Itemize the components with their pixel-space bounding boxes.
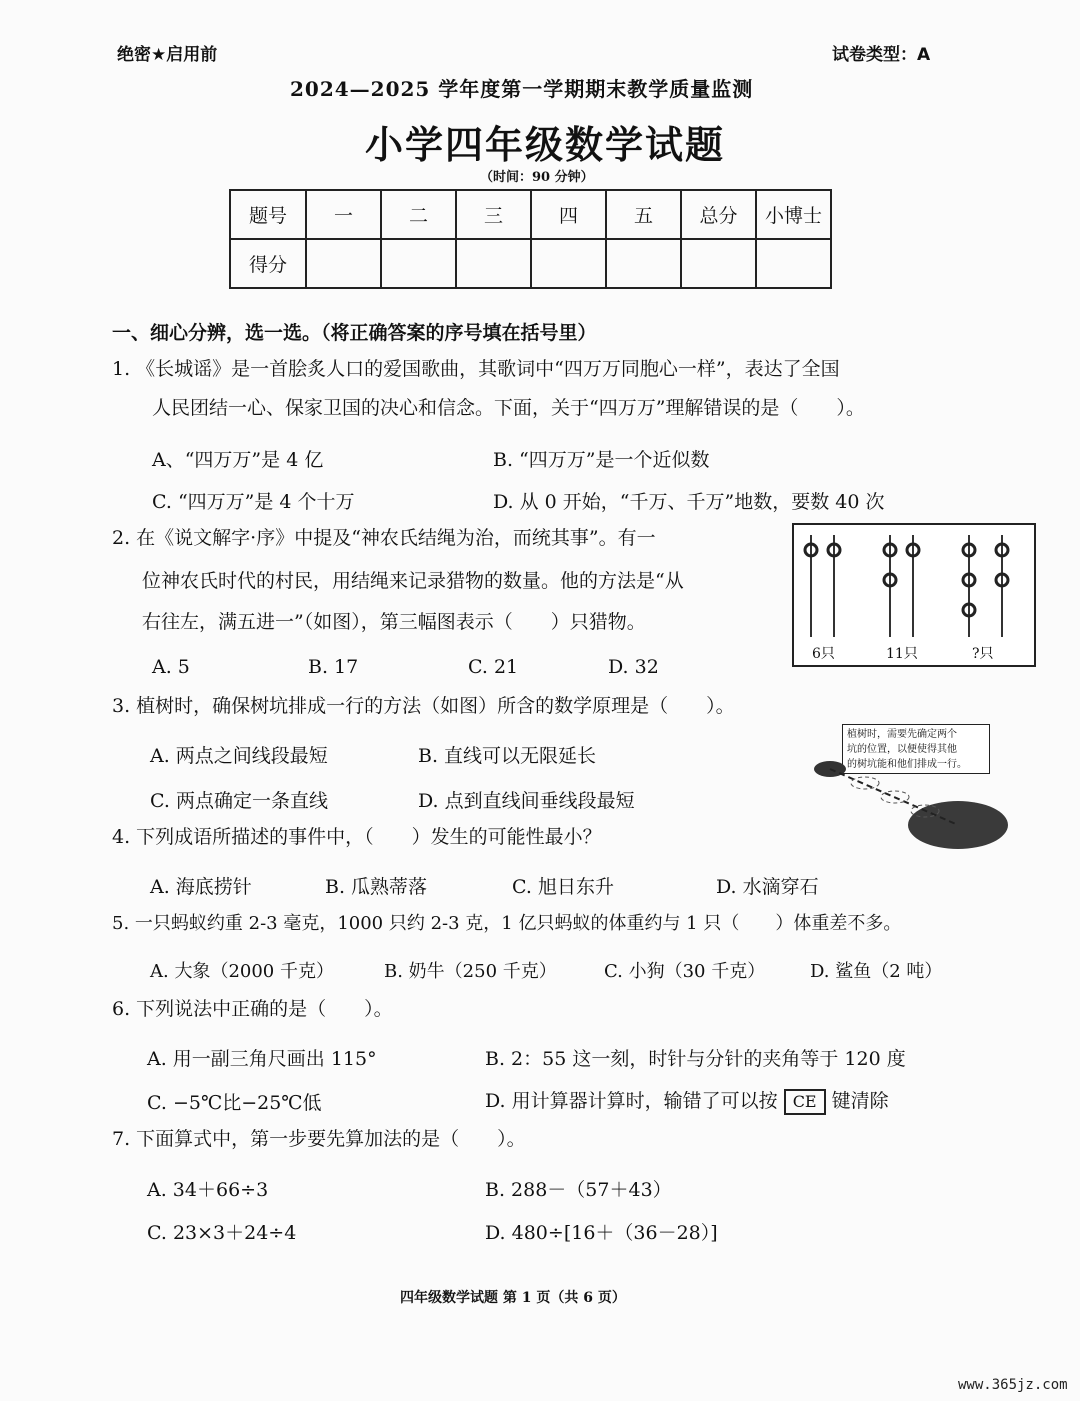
score-entry-cell[interactable]: [381, 239, 456, 288]
q1-stem-line2: 人民团结一心、保家卫国的决心和信念。下面，关于“四万万”理解错误的是（ ）。: [152, 397, 865, 419]
score-cell-header: 总分: [681, 190, 756, 239]
confidential-label: 绝密★启用前: [117, 45, 218, 65]
q7-option-b: B. 288－（57＋43）: [485, 1179, 672, 1201]
score-cell-header: 一: [306, 190, 381, 239]
knot-label-2: 11只: [886, 646, 918, 662]
knot-rope-figure: [792, 523, 1036, 667]
score-cell-label: 题号: [230, 190, 306, 239]
q1-option-d: D. 从 0 开始，“千万、千万”地数，要数 40 次: [493, 491, 885, 513]
q6-option-b: B. 2：55 这一刻，时针与分针的夹角等于 120 度: [485, 1048, 906, 1070]
q5-option-d: D. 鲨鱼（2 吨）: [810, 961, 943, 982]
score-cell-header: 四: [531, 190, 606, 239]
q3-option-b: B. 直线可以无限延长: [418, 745, 597, 767]
q1-option-a: A、“四万万”是 4 亿: [152, 449, 324, 471]
score-cell-header: 小博士: [756, 190, 831, 239]
q1-stem-line1: 1. 《长城谣》是一首脍炙人口的爱国歌曲，其歌词中“四万万同胞心一样”，表达了全国: [112, 358, 840, 380]
score-cell-header: 二: [381, 190, 456, 239]
q5-option-a: A. 大象（2000 千克）: [150, 961, 334, 982]
q5-option-c: C. 小狗（30 千克）: [604, 961, 766, 982]
q4-option-c: C. 旭日东升: [512, 876, 614, 898]
q4-stem-line1: 4. 下列成语所描述的事件中，（ ）发生的可能性最小？: [112, 826, 602, 848]
q6-option-c: C. −5℃比−25℃低: [147, 1092, 322, 1114]
note-line-3: 的树坑能和他们排成一行。: [847, 759, 967, 770]
q1-option-b: B. “四万万”是一个近似数: [493, 449, 710, 471]
tree-pit-figure: [800, 755, 1015, 865]
q4-option-a: A. 海底捞针: [150, 876, 252, 898]
score-entry-cell[interactable]: [306, 239, 381, 288]
ce-key-box: CE: [784, 1089, 826, 1115]
q6-stem-line1: 6. 下列说法中正确的是（ ）。: [112, 998, 393, 1020]
q7-option-d: D. 480÷[16＋（36－28）]: [485, 1222, 718, 1244]
q4-option-b: B. 瓜熟蒂落: [325, 876, 428, 898]
q3-option-c: C. 两点确定一条直线: [150, 790, 328, 812]
score-entry-cell[interactable]: [606, 239, 681, 288]
exam-title: 小学四年级数学试题: [365, 123, 726, 167]
score-cell-header: 五: [606, 190, 681, 239]
q2-option-b: B. 17: [308, 656, 359, 678]
q3-option-d: D. 点到直线间垂线段最短: [418, 790, 635, 812]
page-footer: 四年级数学试题 第 1 页（共 6 页）: [400, 1290, 626, 1306]
score-table: [229, 189, 832, 289]
q2-option-a: A. 5: [152, 656, 190, 678]
score-entry-cell[interactable]: [531, 239, 606, 288]
q5-stem-line1: 5. 一只蚂蚁约重 2-3 毫克，1000 只约 2-3 克，1 亿只蚂蚁的体重约与 1 只（ ）体重差不多。: [112, 913, 902, 934]
q6-option-d-text: D. 用计算器计算时，输错了可以按: [485, 1090, 778, 1112]
q7-option-a: A. 34＋66÷3: [147, 1179, 269, 1201]
knot-label-1: 6只: [812, 646, 835, 662]
q1-option-c: C. “四万万”是 4 个十万: [152, 491, 355, 513]
q5-option-b: B. 奶牛（250 千克）: [384, 961, 557, 982]
q6-option-d-text-end: 键清除: [831, 1090, 889, 1112]
q2-option-d: D. 32: [608, 656, 659, 678]
q2-stem-line2: 位神农氏时代的村民，用结绳来记录猎物的数量。他的方法是“从: [142, 570, 684, 592]
q2-stem-line3: 右往左，满五进一”（如图），第三幅图表示（ ）只猎物。: [142, 611, 646, 633]
q3-option-a: A. 两点之间线段最短: [150, 745, 328, 767]
score-entry-cell[interactable]: [756, 239, 831, 288]
score-table-score-row: [230, 239, 831, 288]
q7-stem-line1: 7. 下面算式中，第一步要先算加法的是（ ）。: [112, 1128, 526, 1150]
exam-time: （时间：90 分钟）: [480, 170, 594, 185]
exam-subtitle: 2024—2025 学年度第一学期期末教学质量监测: [290, 77, 754, 101]
q4-option-d: D. 水滴穿石: [716, 876, 819, 898]
q6-option-a: A. 用一副三角尺画出 115°: [147, 1048, 377, 1070]
score-table-header-row: [230, 190, 831, 239]
q6-option-d: [485, 1086, 889, 1115]
note-line-2: 坑的位置，以便使得其他: [847, 744, 957, 755]
q7-option-c: C. 23×3＋24÷4: [147, 1222, 297, 1244]
q2-stem-line1: 2. 在《说文解字·序》中提及“神农氏结绳为治，而统其事”。有一: [112, 527, 656, 549]
q2-option-c: C. 21: [468, 656, 519, 678]
score-row-label: 得分: [230, 239, 306, 288]
q3-stem-line1: 3. 植树时，确保树坑排成一行的方法（如图）所含的数学原理是（ ）。: [112, 695, 735, 717]
knot-label-3: ?只: [972, 646, 994, 662]
paper-type-label: 试卷类型：A: [832, 45, 931, 65]
section-heading: 一、细心分辨，选一选。（将正确答案的序号填在括号里）: [112, 322, 597, 344]
score-cell-header: 三: [456, 190, 531, 239]
score-entry-cell[interactable]: [456, 239, 531, 288]
score-entry-cell[interactable]: [681, 239, 756, 288]
note-line-1: 植树时，需要先确定两个: [847, 729, 957, 740]
site-watermark: www.365jz.com: [958, 1377, 1068, 1393]
